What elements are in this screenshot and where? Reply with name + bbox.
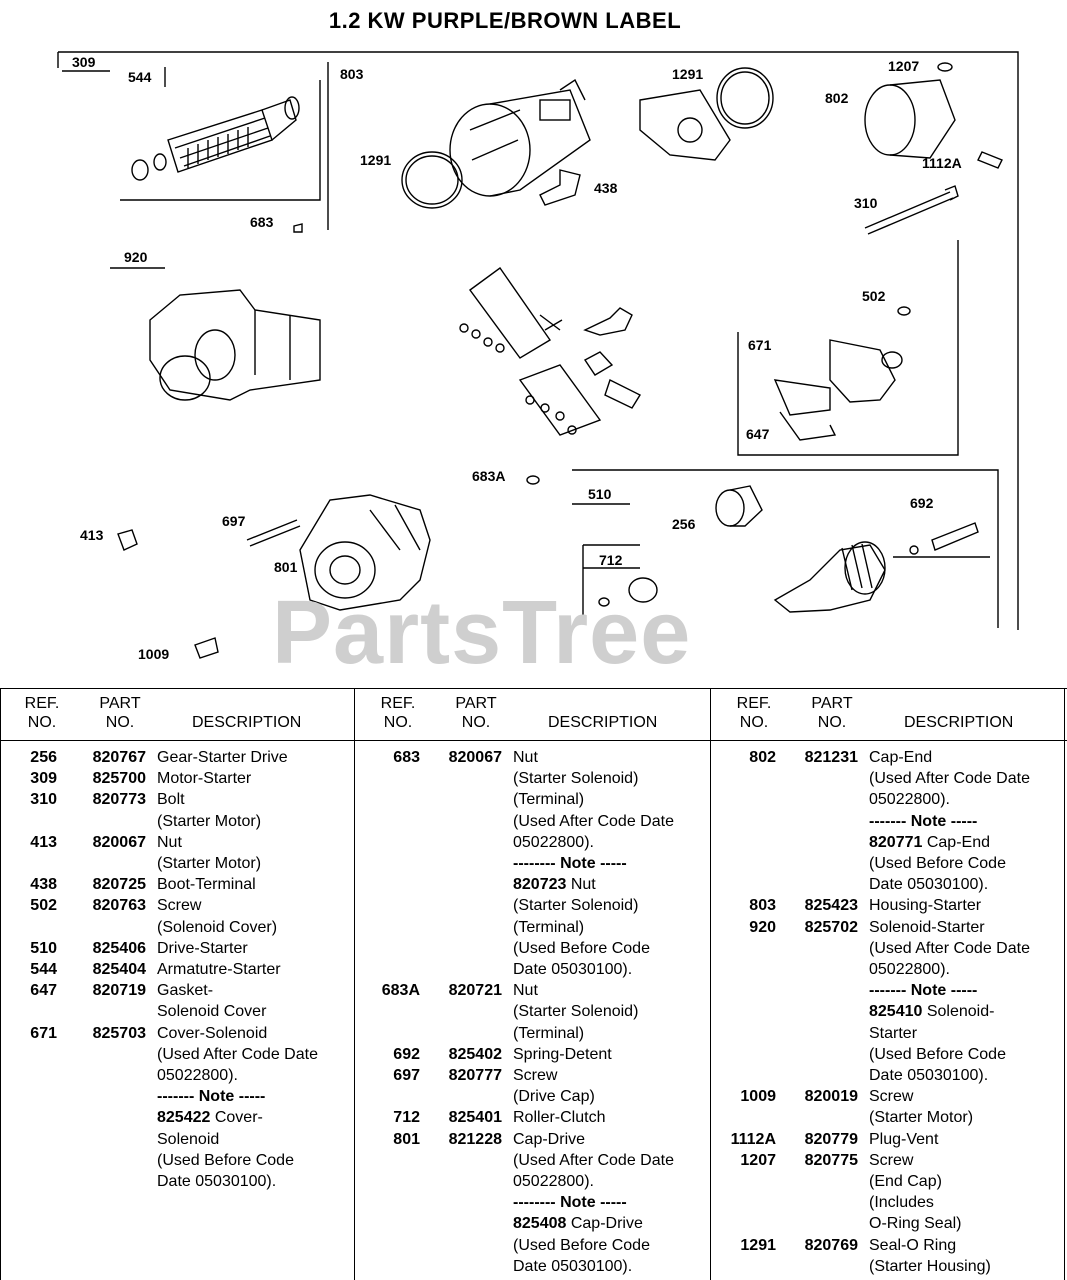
part-no: 820719	[92, 982, 146, 1000]
callout-697: 697	[222, 513, 246, 529]
watermark-logo: PartsTree	[272, 583, 692, 683]
description: (Used After Code Date	[157, 1045, 318, 1063]
header-part-no	[95, 694, 145, 732]
callout-671: 671	[748, 337, 772, 353]
header-ref-line: NO.	[27, 714, 57, 731]
ref-no: 697	[393, 1067, 420, 1084]
part-no: 825703	[92, 1024, 146, 1042]
description: Solenoid Cover	[157, 1003, 267, 1021]
description: Solenoid-Starter	[869, 918, 985, 936]
header-description: DESCRIPTION	[192, 714, 302, 731]
description: Plug-Vent	[869, 1130, 939, 1148]
description: (Used After Code Date	[869, 939, 1030, 957]
description: (Used Before Code	[513, 939, 650, 957]
description: Solenoid	[157, 1130, 220, 1148]
description: Date 05030100).	[157, 1173, 277, 1190]
description: Date 05030100).	[513, 961, 633, 978]
ref-no: 803	[749, 897, 776, 915]
description: (Used Before Code	[513, 1236, 650, 1254]
header-part-line: NO.	[817, 714, 847, 731]
ref-no: 438	[30, 876, 57, 894]
description: (Used Before Code	[157, 1151, 294, 1169]
description: (Starter Motor)	[157, 855, 262, 872]
part-no: 820067	[448, 749, 502, 766]
part-no: 820725	[92, 876, 146, 894]
header-part-line: NO.	[461, 714, 491, 731]
description: (Terminal)	[513, 791, 585, 809]
callout-683: 683	[250, 214, 274, 230]
callout-801: 801	[274, 559, 298, 575]
header-part-line: NO.	[105, 714, 135, 731]
ref-no: 671	[30, 1024, 57, 1042]
description: Date 05030100).	[869, 876, 989, 894]
ref-no: 413	[30, 833, 57, 851]
description: Date 05030100).	[869, 1067, 989, 1084]
description: Roller-Clutch	[513, 1109, 606, 1127]
description: (Terminal)	[513, 918, 585, 936]
description: (Starter Motor)	[157, 812, 262, 830]
callout-1009: 1009	[138, 646, 170, 662]
description: Starter	[869, 1024, 918, 1042]
part-no: 820769	[804, 1236, 858, 1254]
description: (Starter Solenoid)	[513, 897, 639, 915]
callout-712: 712	[599, 552, 623, 568]
description: (Starter Housing)	[869, 1257, 991, 1275]
description: 05022800).	[869, 961, 950, 978]
header-ref-line: NO.	[383, 714, 413, 731]
description: 825408 Cap-Drive	[513, 1215, 643, 1233]
exploded-parts-diagram	[0, 40, 1067, 660]
ref-no: 801	[393, 1130, 420, 1148]
description: Screw	[157, 897, 202, 915]
description: Bolt	[157, 791, 185, 809]
header-ref-no	[732, 694, 776, 732]
part-no: 825402	[448, 1045, 502, 1063]
ref-no: 544	[30, 961, 57, 978]
description: Screw	[513, 1067, 558, 1084]
description: Boot-Terminal	[157, 876, 256, 894]
part-no: 820775	[804, 1151, 858, 1169]
parts-column-3	[712, 688, 1064, 1280]
callout-647: 647	[746, 426, 770, 442]
description: (Used Before Code	[869, 1045, 1006, 1063]
ref-no: 256	[30, 749, 57, 766]
header-part-no	[807, 694, 857, 732]
parts-table	[0, 688, 1067, 1280]
description: 825410 Solenoid-	[869, 1003, 995, 1021]
description: Screw	[869, 1088, 914, 1106]
parts-illustration	[0, 40, 1067, 660]
callout-1291-left: 1291	[360, 152, 392, 168]
description: (End Cap)	[869, 1173, 942, 1190]
description: Drive-Starter	[157, 939, 248, 957]
header-ref-line: REF.	[380, 695, 416, 712]
description: (Used After Code Date	[869, 770, 1030, 788]
part-no: 820767	[92, 749, 146, 766]
ref-no: 683A	[381, 982, 420, 1000]
part-no: 825702	[804, 918, 858, 936]
ref-no: 692	[393, 1045, 420, 1063]
description: 825422 Cover-	[157, 1109, 263, 1127]
description: 820771 Cap-End	[869, 833, 990, 851]
description: Housing-Starter	[869, 897, 982, 915]
callout-413: 413	[80, 527, 104, 543]
ref-no: 712	[393, 1109, 420, 1127]
part-no: 821231	[804, 749, 858, 766]
description: Armatutre-Starter	[157, 961, 281, 978]
callout-309: 309	[72, 54, 96, 70]
description: Screw	[869, 1151, 914, 1169]
description: 05022800).	[157, 1067, 238, 1084]
description: 05022800).	[513, 1173, 594, 1190]
ref-no: 1207	[740, 1151, 776, 1169]
description: Spring-Detent	[513, 1045, 612, 1063]
description: (Starter Solenoid)	[513, 770, 639, 788]
header-description: DESCRIPTION	[904, 714, 1014, 731]
description: 05022800).	[513, 833, 594, 851]
description: Seal-O Ring	[869, 1236, 957, 1254]
description: Motor-Starter	[157, 770, 252, 788]
description: ------- Note -----	[157, 1088, 266, 1106]
callout-438: 438	[594, 180, 618, 196]
part-no: 825406	[92, 939, 146, 957]
page-title: 1.2 KW PURPLE/BROWN LABEL	[328, 8, 682, 33]
ref-no: 920	[749, 918, 776, 936]
description: (Solenoid Cover)	[157, 918, 278, 936]
description: (Includes	[869, 1194, 934, 1212]
ref-no: 1291	[740, 1236, 776, 1254]
description: 820723 Nut	[513, 876, 596, 894]
header-part-line: PART	[811, 695, 853, 712]
description: O-Ring Seal)	[869, 1215, 962, 1233]
description: Nut	[513, 749, 538, 766]
callout-683A: 683A	[472, 468, 506, 484]
description: ------- Note -----	[869, 982, 978, 1000]
description: -------- Note -----	[513, 1194, 627, 1212]
callout-310: 310	[854, 195, 878, 211]
parts-column-2	[356, 688, 708, 1280]
part-no: 820773	[92, 791, 146, 809]
description: Cap-End	[869, 749, 933, 766]
callout-920: 920	[124, 249, 148, 265]
description: -------- Note -----	[513, 855, 627, 872]
callout-1291-top: 1291	[672, 66, 704, 82]
callout-803: 803	[340, 66, 364, 82]
ref-no: 502	[30, 897, 57, 915]
description: 05022800).	[869, 791, 950, 809]
description: Cover-Solenoid	[157, 1024, 268, 1042]
part-no: 825401	[448, 1109, 502, 1127]
part-no: 825700	[92, 770, 146, 788]
description: (Used After Code Date	[513, 1151, 674, 1169]
callout-1112A: 1112A	[922, 155, 962, 171]
ref-no: 510	[30, 939, 57, 957]
description: (Terminal)	[513, 1024, 585, 1042]
header-ref-no	[20, 694, 64, 732]
ref-no: 310	[30, 791, 57, 809]
callout-692: 692	[910, 495, 934, 511]
header-part-line: PART	[99, 695, 141, 712]
description: (Drive Cap)	[513, 1088, 595, 1106]
part-no: 820779	[804, 1130, 858, 1148]
part-no: 825423	[804, 897, 858, 915]
header-part-line: PART	[455, 695, 497, 712]
description: Cap-Drive	[513, 1130, 586, 1148]
ref-no: 647	[30, 982, 57, 1000]
parts-column-1	[0, 688, 352, 1280]
description: Gasket-	[157, 982, 214, 1000]
callout-1207: 1207	[888, 58, 920, 74]
part-no: 820019	[804, 1088, 858, 1106]
description: (Starter Motor)	[869, 1109, 974, 1127]
description: (Used After Code Date	[513, 812, 674, 830]
ref-no: 1112A	[730, 1130, 776, 1148]
description: Nut	[513, 982, 538, 1000]
description: Date 05030100).	[513, 1257, 633, 1275]
callout-256: 256	[672, 516, 696, 532]
part-no: 821228	[448, 1130, 502, 1148]
description: (Used Before Code	[869, 855, 1006, 872]
header-ref-line: REF.	[736, 695, 772, 712]
callout-544: 544	[128, 69, 152, 85]
header-ref-line: REF.	[24, 695, 60, 712]
callout-802: 802	[825, 90, 849, 106]
description: ------- Note -----	[869, 812, 978, 830]
part-no: 825404	[92, 961, 146, 978]
part-no: 820763	[92, 897, 146, 915]
part-no: 820067	[92, 833, 146, 851]
description: Gear-Starter Drive	[157, 749, 288, 766]
part-no: 820777	[448, 1067, 502, 1084]
ref-no: 309	[30, 770, 57, 788]
ref-no: 683	[393, 749, 420, 766]
callout-510: 510	[588, 486, 612, 502]
description: Nut	[157, 833, 182, 851]
ref-no: 802	[749, 749, 776, 766]
header-ref-line: NO.	[739, 714, 769, 731]
description: (Starter Solenoid)	[513, 1003, 639, 1021]
ref-no: 1009	[740, 1088, 776, 1106]
header-description: DESCRIPTION	[548, 714, 658, 731]
part-no: 820721	[448, 982, 502, 1000]
header-ref-no	[376, 694, 420, 732]
header-part-no	[451, 694, 501, 732]
callout-502: 502	[862, 288, 886, 304]
